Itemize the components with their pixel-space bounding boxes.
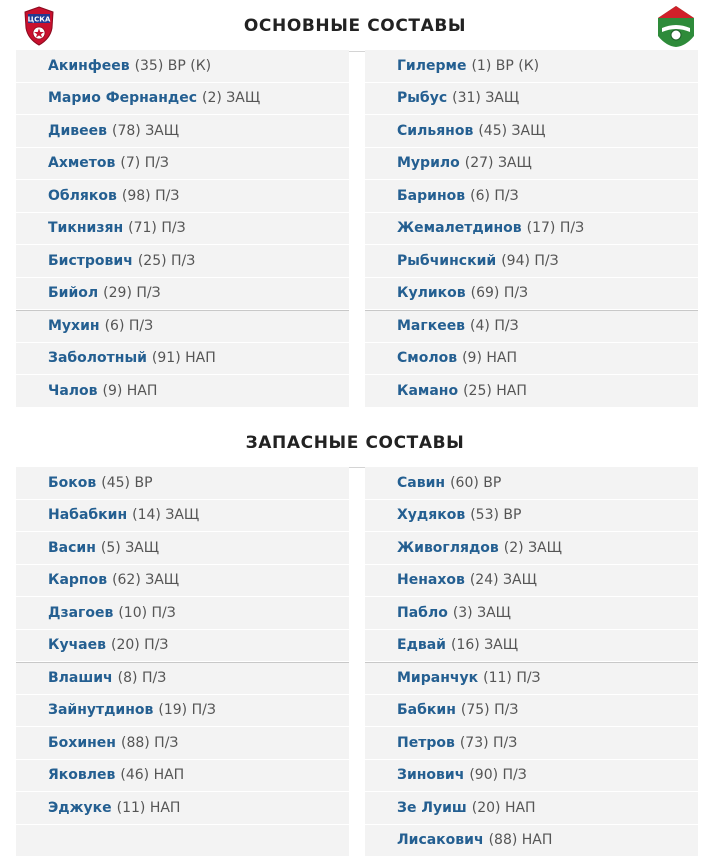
player-number-position: (2) ЗАЩ <box>503 539 562 556</box>
player-name[interactable]: Камано <box>397 382 459 399</box>
player-row[interactable] <box>16 115 349 147</box>
player-row[interactable] <box>16 662 349 694</box>
player-row[interactable] <box>16 727 349 759</box>
player-name[interactable]: Худяков <box>397 507 466 524</box>
player-name[interactable]: Лисакович <box>397 832 484 849</box>
player-row[interactable] <box>16 597 349 629</box>
player-row[interactable] <box>365 278 698 310</box>
player-name[interactable]: Дзагоев <box>48 604 114 621</box>
player-row[interactable] <box>16 180 349 212</box>
player-name[interactable]: Зайнутдинов <box>48 702 154 719</box>
player-name[interactable]: Акинфеев <box>48 57 130 74</box>
player-number-position: (6) П/З <box>470 187 519 204</box>
player-row[interactable] <box>16 760 349 792</box>
player-name[interactable]: Дивеев <box>48 122 107 139</box>
player-row[interactable] <box>365 343 698 375</box>
player-number-position: (98) П/З <box>121 187 180 204</box>
player-number-position: (53) ВР <box>470 507 522 524</box>
player-row[interactable] <box>16 630 349 662</box>
player-number-position: (60) ВР <box>450 474 502 491</box>
player-row[interactable] <box>16 532 349 564</box>
player-number-position: (75) П/З <box>460 702 519 719</box>
player-number-position: (11) П/З <box>483 669 541 686</box>
player-number-position: (20) П/З <box>110 637 169 654</box>
cska-substitutes-list <box>16 467 349 857</box>
player-number-position: (35) ВР (К) <box>134 57 212 74</box>
player-row[interactable] <box>365 792 698 824</box>
player-name[interactable]: Влашич <box>48 669 113 686</box>
player-number-position: (19) П/З <box>158 702 216 719</box>
player-number-position: (91) НАП <box>151 350 216 367</box>
player-row[interactable] <box>16 375 349 407</box>
player-number-position: (10) П/З <box>118 604 176 621</box>
player-row[interactable] <box>16 792 349 824</box>
lokomotiv-starting-list <box>365 50 698 408</box>
player-name[interactable]: Карпов <box>48 572 108 589</box>
svg-text:ЦСКА: ЦСКА <box>27 15 51 24</box>
player-row[interactable] <box>365 727 698 759</box>
player-row[interactable] <box>365 630 698 662</box>
player-row[interactable] <box>365 245 698 277</box>
player-row[interactable] <box>16 278 349 310</box>
player-row[interactable] <box>365 115 698 147</box>
player-number-position: (78) ЗАЩ <box>112 122 180 139</box>
player-name[interactable]: Бабкин <box>397 702 456 719</box>
player-number-position: (11) НАП <box>116 799 181 816</box>
player-name[interactable]: Набабкин <box>48 507 128 524</box>
player-number-position: (88) НАП <box>488 832 553 849</box>
player-number-position: (5) ЗАЩ <box>100 539 160 556</box>
player-number-position: (88) П/З <box>120 734 179 751</box>
player-row[interactable] <box>365 532 698 564</box>
starting-lineups-title: ОСНОВНЫЕ СОСТАВЫ <box>243 16 467 36</box>
player-number-position: (17) П/З <box>526 220 585 237</box>
player-number-position: (29) П/З <box>103 285 161 302</box>
player-row[interactable] <box>365 375 698 407</box>
player-name[interactable]: Бохинен <box>48 734 116 751</box>
empty-row <box>16 825 349 857</box>
player-number-position: (71) П/З <box>128 220 186 237</box>
player-name[interactable]: Рыбчинский <box>397 252 497 269</box>
player-name[interactable]: Яковлев <box>48 767 116 784</box>
player-row[interactable] <box>16 50 349 82</box>
player-row[interactable] <box>365 148 698 180</box>
player-name[interactable]: Ахметов <box>48 155 116 172</box>
player-number-position: (46) НАП <box>120 767 185 784</box>
player-name[interactable]: Кучаев <box>48 637 106 654</box>
player-name[interactable]: Магкеев <box>397 317 466 334</box>
player-name[interactable]: Рыбус <box>397 90 448 107</box>
cska-starting-list <box>16 50 349 408</box>
player-number-position: (90) П/З <box>469 767 527 784</box>
player-name[interactable]: Гилерме <box>397 57 467 74</box>
player-row[interactable] <box>16 467 349 499</box>
player-number-position: (25) НАП <box>463 382 527 399</box>
player-row[interactable] <box>365 83 698 115</box>
player-number-position: (20) НАП <box>471 799 536 816</box>
player-row[interactable] <box>16 148 349 180</box>
player-name[interactable]: Ненахов <box>397 572 465 589</box>
player-name[interactable]: Живоглядов <box>397 539 499 556</box>
player-number-position: (45) ЗАЩ <box>478 122 546 139</box>
player-number-position: (69) П/З <box>470 285 529 302</box>
player-row[interactable] <box>365 310 698 342</box>
player-name[interactable]: Мурило <box>397 155 460 172</box>
player-row[interactable] <box>365 760 698 792</box>
player-row[interactable] <box>365 662 698 694</box>
lokomotiv-logo-icon <box>656 4 696 48</box>
player-number-position: (7) П/З <box>120 155 169 172</box>
player-row[interactable] <box>365 213 698 245</box>
player-name[interactable]: Марио Фернандес <box>48 90 197 107</box>
player-name[interactable]: Савин <box>397 474 446 491</box>
player-number-position: (27) ЗАЩ <box>464 155 532 172</box>
lokomotiv-substitutes-list <box>365 467 698 857</box>
player-row[interactable] <box>16 695 349 727</box>
player-number-position: (94) П/З <box>501 252 559 269</box>
player-row[interactable] <box>365 695 698 727</box>
player-row[interactable] <box>365 467 698 499</box>
player-name[interactable]: Сильянов <box>397 122 474 139</box>
player-name[interactable]: Обляков <box>48 187 117 204</box>
player-number-position: (9) НАП <box>102 382 158 399</box>
player-number-position: (73) П/З <box>459 734 518 751</box>
player-number-position: (9) НАП <box>462 350 517 367</box>
player-name[interactable]: Боков <box>48 474 97 491</box>
player-name[interactable]: Бистрович <box>48 252 133 269</box>
player-name[interactable]: Смолов <box>397 350 458 367</box>
player-row[interactable] <box>16 343 349 375</box>
player-name[interactable]: Петров <box>397 734 455 751</box>
player-row[interactable] <box>16 500 349 532</box>
player-number-position: (8) П/З <box>117 669 167 686</box>
player-name[interactable]: Мухин <box>48 317 100 334</box>
player-name[interactable]: Эджуке <box>48 799 112 816</box>
player-name[interactable]: Тикнизян <box>48 220 124 237</box>
player-row[interactable] <box>16 213 349 245</box>
player-row[interactable] <box>365 565 698 597</box>
player-number-position: (45) ВР <box>101 474 153 491</box>
player-name[interactable]: Пабло <box>397 604 448 621</box>
player-number-position: (1) ВР (К) <box>471 57 540 74</box>
player-name[interactable]: Едвай <box>397 637 446 654</box>
player-name[interactable]: Бийол <box>48 285 99 302</box>
player-name[interactable]: Миранчук <box>397 669 479 686</box>
starting-lineups-header <box>0 0 710 52</box>
substitutes-title: ЗАПАСНЫЕ СОСТАВЫ <box>245 433 465 453</box>
player-name[interactable]: Куликов <box>397 285 466 302</box>
player-name[interactable]: Жемалетдинов <box>397 220 522 237</box>
player-row[interactable] <box>16 245 349 277</box>
player-row[interactable] <box>365 180 698 212</box>
player-number-position: (24) ЗАЩ <box>469 572 537 589</box>
player-name[interactable]: Зинович <box>397 767 465 784</box>
player-number-position: (62) ЗАЩ <box>112 572 180 589</box>
player-number-position: (14) ЗАЩ <box>132 507 200 524</box>
player-name[interactable]: Васин <box>48 539 96 556</box>
player-number-position: (16) ЗАЩ <box>451 637 519 654</box>
player-row[interactable] <box>16 565 349 597</box>
player-name[interactable]: Заболотный <box>48 350 147 367</box>
player-number-position: (3) ЗАЩ <box>452 604 511 621</box>
player-number-position: (2) ЗАЩ <box>202 90 261 107</box>
player-name[interactable]: Баринов <box>397 187 466 204</box>
player-row[interactable] <box>365 500 698 532</box>
player-row[interactable] <box>16 83 349 115</box>
player-number-position: (4) П/З <box>470 317 519 334</box>
player-name[interactable]: Чалов <box>48 382 98 399</box>
player-number-position: (6) П/З <box>104 317 154 334</box>
player-name[interactable]: Зе Луиш <box>397 799 467 816</box>
player-row[interactable] <box>365 597 698 629</box>
player-row[interactable] <box>365 825 698 857</box>
player-row[interactable] <box>365 50 698 82</box>
player-number-position: (25) П/З <box>137 252 196 269</box>
player-number-position: (31) ЗАЩ <box>452 90 520 107</box>
player-row[interactable] <box>16 310 349 342</box>
